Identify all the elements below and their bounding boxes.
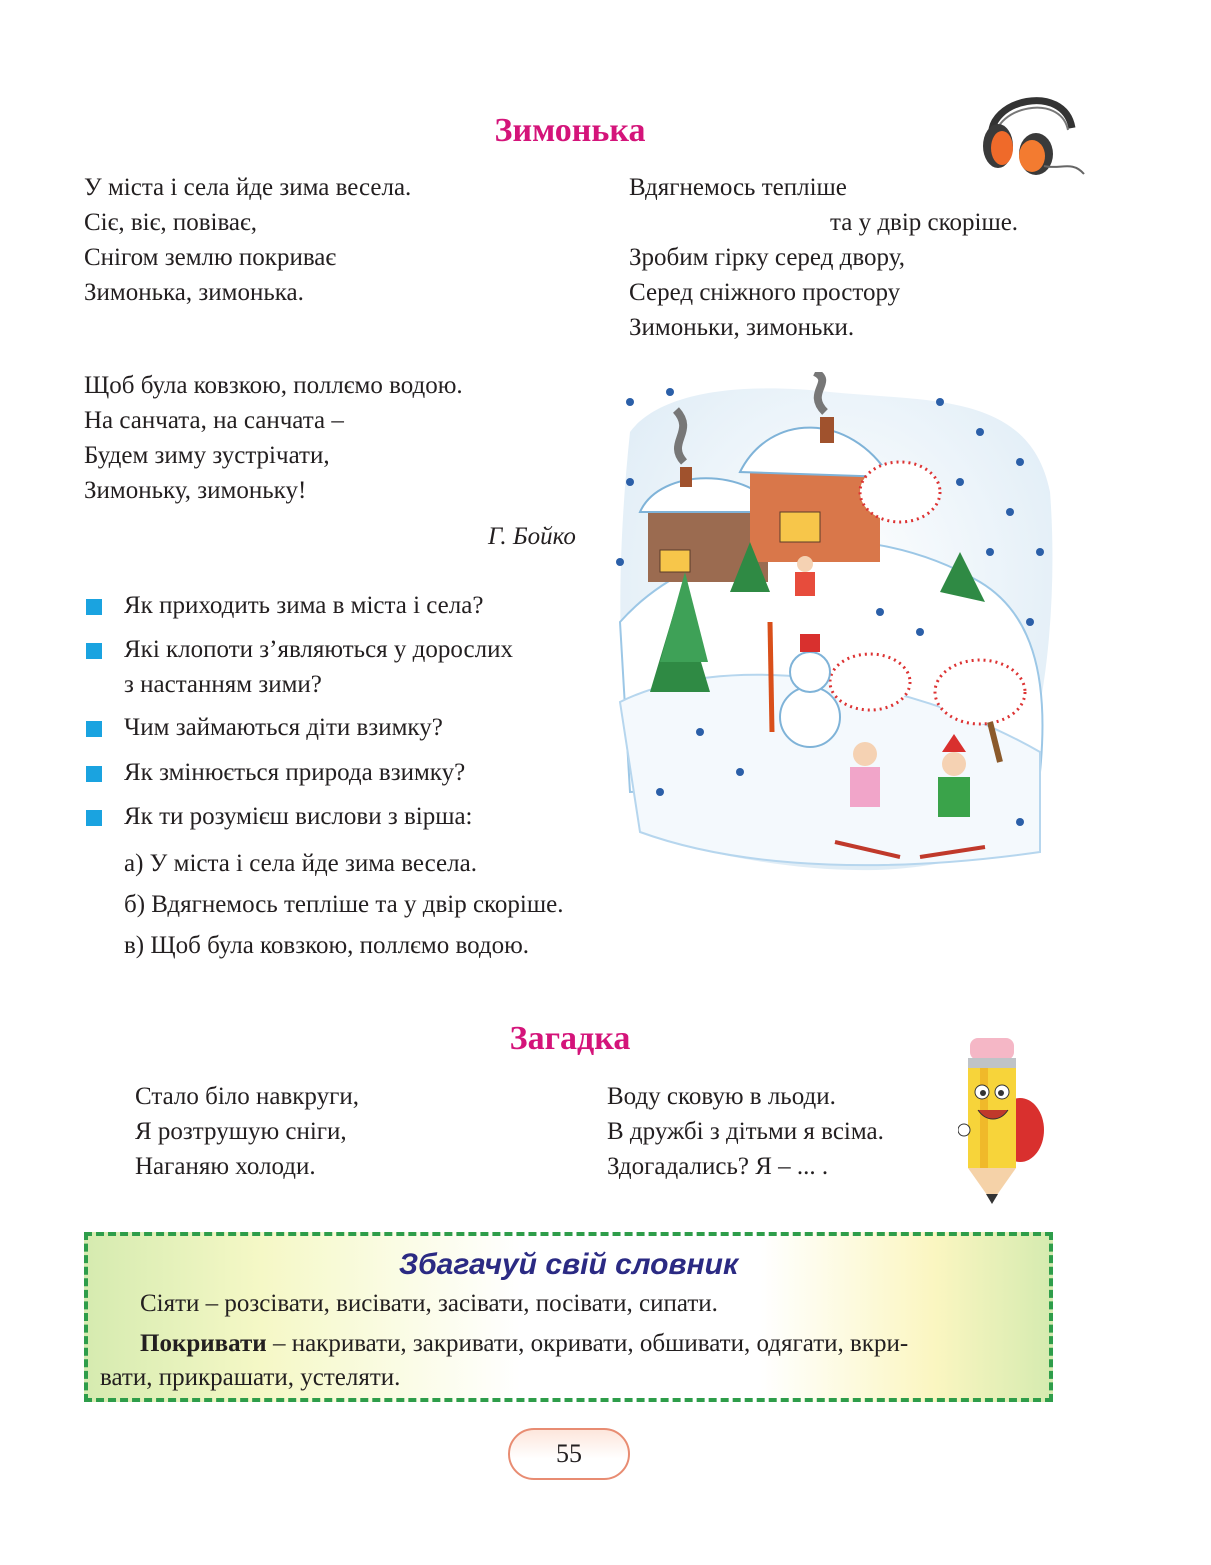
sub-item: б) Вдягнемось тепліше та у двір скоріше.	[124, 891, 564, 918]
riddle-line: Здогадались? Я – ... .	[607, 1153, 829, 1180]
square-bullet-icon	[86, 810, 102, 826]
question-text: Як змінюється природа взимку?	[124, 759, 466, 786]
vocabulary-line: Сіяти – розсівати, висівати, засівати, посівати, сипати.	[140, 1290, 718, 1317]
poem-line: Зробим гірку серед двору,	[629, 244, 905, 271]
riddle-line: Стало біло навкруги,	[135, 1083, 359, 1110]
poem-line: Щоб була ковзкою, поллємо водою.	[84, 372, 463, 399]
poem-line: Зимонька, зимонька.	[84, 279, 304, 306]
riddle-title: Загадка	[509, 1020, 631, 1057]
vocabulary-box	[84, 1232, 1053, 1402]
vocabulary-synonyms: – накривати, закривати, окривати, обшивати, одягати, вкри-	[266, 1330, 909, 1357]
question-text: Як ти розумієш вислови з вірша:	[124, 803, 473, 830]
vocabulary-headword: Покривати	[140, 1330, 267, 1357]
question-text: Як приходить зима в міста і села?	[124, 592, 484, 619]
question-text: Які клопоти з’являються у дорослих	[124, 636, 513, 663]
poem-line: Зимоньки, зимоньки.	[629, 314, 855, 341]
winter-scene-illustration	[600, 372, 1060, 880]
vocabulary-line: вати, прикрашати, устеляти.	[100, 1364, 401, 1391]
sub-item: а) У міста і села йде зима весела.	[124, 850, 477, 877]
square-bullet-icon	[86, 721, 102, 737]
riddle-line: Воду сковую в льоди.	[607, 1083, 836, 1110]
vocabulary-title: Збагачуй свій словник	[398, 1248, 739, 1281]
poem-line: У міста і села йде зима весела.	[84, 174, 412, 201]
question-text: Чим займаються діти взимку?	[124, 714, 443, 741]
poem-line: та у двір скоріше.	[830, 209, 1019, 236]
vocabulary-line	[140, 1326, 908, 1361]
poem-line: Снігом землю покриває	[84, 244, 337, 271]
headphones-icon	[976, 80, 1088, 180]
square-bullet-icon	[86, 766, 102, 782]
square-bullet-icon	[86, 643, 102, 659]
poem-line: Серед сніжного простору	[629, 279, 901, 306]
poem-line: Сіє, віє, повіває,	[84, 209, 258, 236]
poem-line: На санчата, на санчата –	[84, 407, 344, 434]
riddle-line: В дружбі з дітьми я всіма.	[607, 1118, 884, 1145]
pencil-character-icon	[958, 1030, 1048, 1208]
riddle-line: Наганяю холоди.	[135, 1153, 316, 1180]
poem-line: Зимоньку, зимоньку!	[84, 477, 307, 504]
riddle-line: Я розтрушую сніги,	[135, 1118, 347, 1145]
page-number: 55	[508, 1428, 630, 1480]
square-bullet-icon	[86, 599, 102, 615]
question-text: з настанням зими?	[124, 671, 322, 698]
poem-author: Г. Бойко	[488, 523, 576, 550]
poem-line: Будем зиму зустрічати,	[84, 442, 330, 469]
sub-item: в) Щоб була ковзкою, поллємо водою.	[124, 932, 530, 959]
poem-line: Вдягнемось тепліше	[629, 174, 847, 201]
poem-title: Зимонька	[494, 112, 646, 149]
